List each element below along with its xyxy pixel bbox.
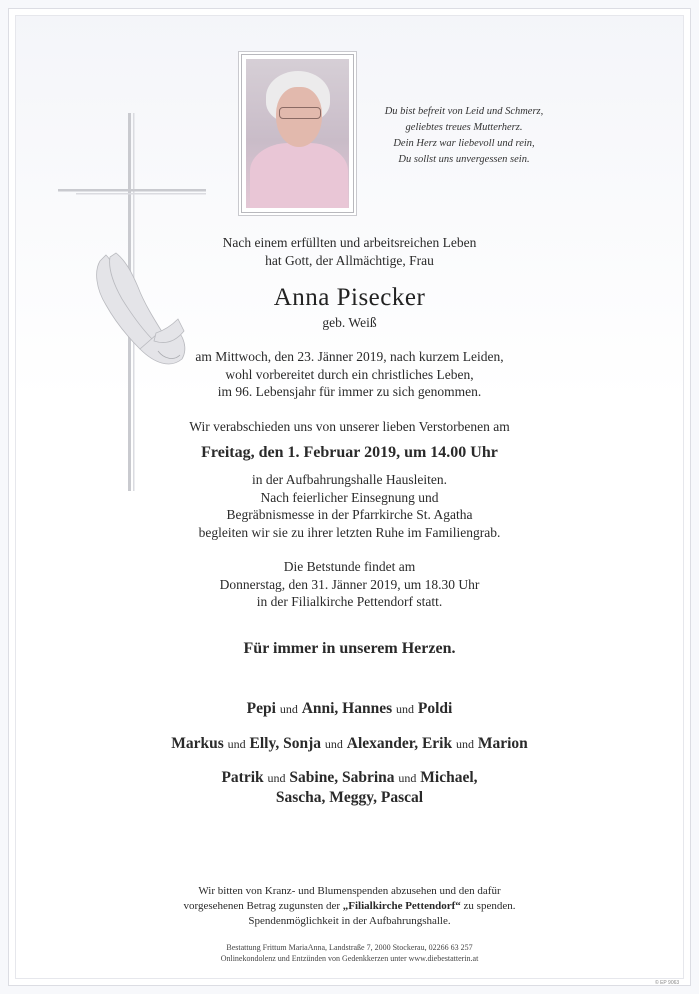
- undertaker-line: Onlinekondolenz und Entzünden von Gedenkkerzen unter www.diebestatterin.at: [220, 954, 479, 963]
- connector: und: [324, 737, 343, 751]
- funeral-line: Begräbnismesse in der Pfarrkirche St. Agatha: [226, 507, 473, 522]
- family-names: Pepi: [246, 700, 276, 717]
- family-names: Sabine, Sabrina: [289, 769, 395, 786]
- donation-note: [0, 884, 699, 929]
- connector: und: [396, 702, 415, 716]
- funeral-details: [0, 471, 699, 541]
- family-line-2: [0, 734, 699, 754]
- document-code: © EP 9063: [655, 980, 680, 986]
- family-names: Poldi: [417, 700, 453, 717]
- portrait-frame: [241, 54, 354, 213]
- family-line-1: [0, 699, 699, 719]
- donation-line: Wir bitten von Kranz- und Blumenspenden abzusehen und den dafür: [198, 885, 501, 897]
- birth-name: geb. Weiß: [322, 315, 377, 330]
- funeral-line: Nach feierlicher Einsegnung und: [260, 489, 439, 505]
- intro-line: hat Gott, der Allmächtige, Frau: [265, 252, 434, 268]
- portrait-photo: [246, 59, 349, 208]
- funeral-date: Freitag, den 1. Februar 2019, um 14.00 Uhr: [201, 444, 498, 461]
- family-names: Marion: [477, 735, 528, 752]
- undertaker-line: Bestattung Frittum MariaAnna, Landstraße 7, 2000 Stockerau, 02266 63 257: [226, 943, 473, 952]
- deceased-name: Anna Pisecker: [273, 284, 426, 311]
- donation-line: Spendenmöglichkeit in der Aufbahrungshalle.: [248, 915, 451, 927]
- farewell-intro: Wir verabschieden uns von unserer lieben Verstorbenen am: [189, 419, 510, 434]
- motto: Für immer in unserem Herzen.: [243, 640, 456, 657]
- poem-line: Du bist befreit von Leid und Schmerz,: [384, 106, 544, 117]
- donation-line: vorgesehenen Betrag zugunsten der „Filialkirche Pettendorf“ zu spenden.: [183, 900, 516, 912]
- connector: und: [227, 737, 246, 751]
- poem-line: geliebtes treues Mutterherz.: [405, 122, 523, 133]
- death-line: am Mittwoch, den 23. Jänner 2019, nach kurzem Leiden,: [195, 349, 504, 364]
- death-line: wohl vorbereitet durch ein christliches Leben,: [225, 366, 474, 382]
- family-names: Sascha, Meggy, Pascal: [275, 789, 424, 806]
- connector: und: [455, 737, 474, 751]
- poem-line: Du sollst uns unvergessen sein.: [398, 154, 530, 165]
- connector: und: [279, 702, 298, 716]
- donation-recipient: „Filialkirche Pettendorf“: [342, 900, 461, 912]
- death-text: [0, 348, 699, 401]
- prayer-line: Die Betstunde findet am: [283, 559, 416, 574]
- family-names: Alexander, Erik: [346, 735, 453, 752]
- family-line-3: [0, 768, 699, 788]
- prayer-line: in der Filialkirche Pettendorf statt.: [256, 594, 443, 609]
- poem-line: Dein Herz war liebevoll und rein,: [393, 138, 535, 149]
- funeral-line: in der Aufbahrungshalle Hausleiten.: [252, 472, 447, 487]
- connector: und: [398, 771, 417, 785]
- family-names: Anni, Hannes: [301, 700, 393, 717]
- family-line-4: [0, 788, 699, 808]
- connector: und: [267, 771, 286, 785]
- death-line: im 96. Lebensjahr für immer zu sich genommen.: [217, 384, 482, 399]
- family-names: Markus: [171, 735, 224, 752]
- family-names: Elly, Sonja: [249, 735, 321, 752]
- prayer-text: [0, 558, 699, 611]
- poem: [370, 104, 558, 168]
- undertaker-info: [0, 942, 699, 964]
- intro-line: Nach einem erfüllten und arbeitsreichen Leben: [222, 235, 477, 250]
- funeral-line: begleiten wir sie zu ihrer letzten Ruhe im Familiengrab.: [198, 524, 501, 540]
- family-names: Patrik: [221, 769, 264, 786]
- family-names: Michael,: [420, 769, 478, 786]
- intro-text: [0, 234, 699, 269]
- prayer-line: Donnerstag, den 31. Jänner 2019, um 18.30 Uhr: [219, 576, 480, 592]
